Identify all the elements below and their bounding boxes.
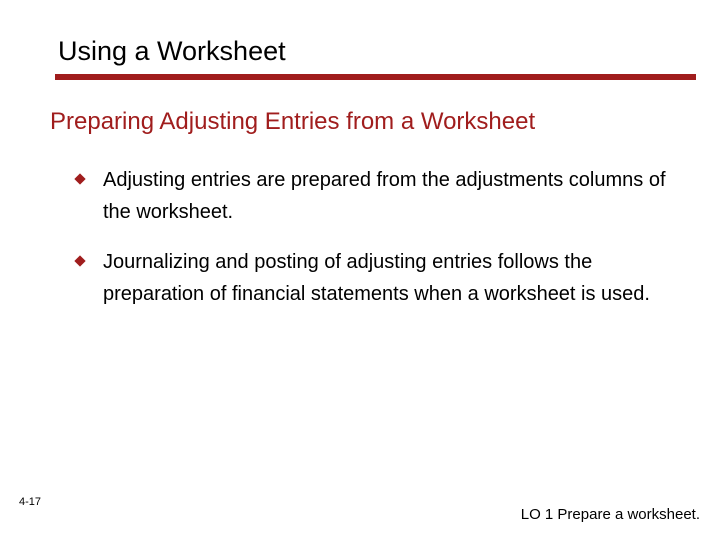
learning-objective-footer: LO 1 Prepare a worksheet. bbox=[520, 506, 700, 523]
bullet-list bbox=[73, 165, 673, 310]
bullet-item bbox=[73, 247, 673, 310]
title-divider bbox=[55, 74, 696, 80]
page-number: 4-17 bbox=[19, 496, 42, 508]
bullet-text: Adjusting entries are prepared from the adjustments columns of the worksheet. bbox=[103, 169, 666, 223]
slide-subtitle: Preparing Adjusting Entries from a Worksheet bbox=[50, 108, 536, 135]
slide-title: Using a Worksheet bbox=[58, 36, 286, 66]
bullet-item bbox=[73, 165, 673, 228]
diamond-bullet-icon bbox=[74, 173, 85, 184]
bullet-text: Journalizing and posting of adjusting entries follows the preparation of financial statements when a worksheet is used. bbox=[103, 251, 650, 305]
diamond-bullet-icon bbox=[74, 255, 85, 266]
